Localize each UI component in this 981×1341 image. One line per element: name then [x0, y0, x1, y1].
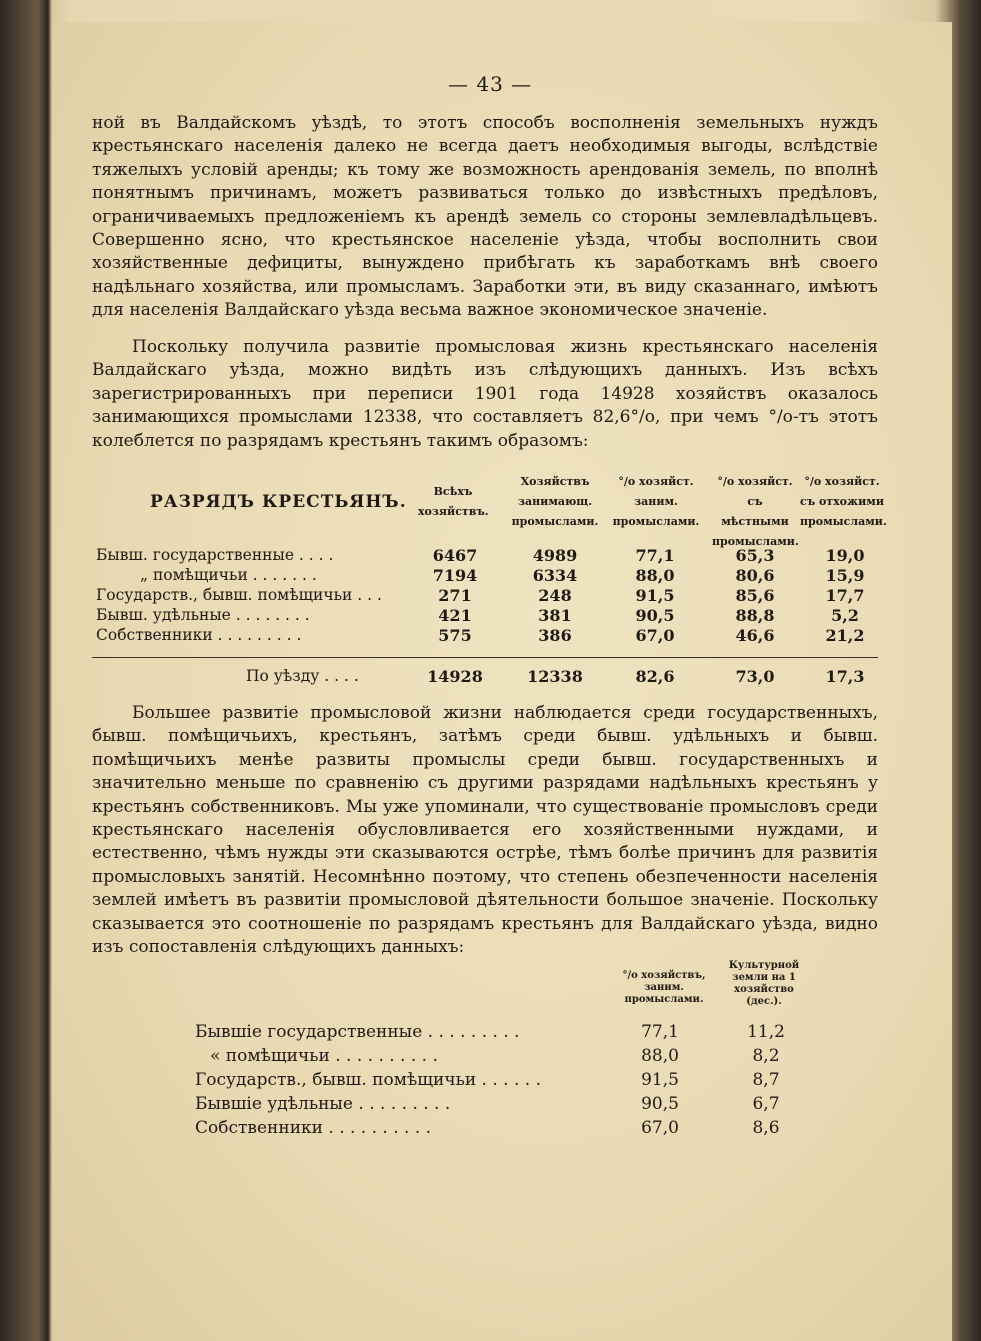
table1-row-label: „ помѣщичьи . . . . . . . — [140, 566, 317, 584]
table2-cell: 91,5 — [641, 1070, 679, 1090]
table1-cell: 21,2 — [825, 626, 865, 645]
table2-cell: 8,6 — [752, 1118, 780, 1138]
table1-row-label: Собственники . . . . . . . . . — [96, 626, 302, 644]
table2-cell: 6,7 — [752, 1094, 780, 1114]
table1-header-pct-outgoing: °/о хозяйст. съ отхожими промыслами. — [800, 475, 887, 528]
table2-cell: 67,0 — [641, 1118, 679, 1138]
table1-title: РАЗРЯДЪ КРЕСТЬЯНЪ. — [150, 492, 407, 512]
table2-cell: 11,2 — [747, 1022, 785, 1042]
table2-row-label: Бывшіе государственные . . . . . . . . . — [195, 1022, 520, 1042]
table2-cell: 88,0 — [641, 1046, 679, 1066]
table1-row-label: Государств., бывш. помѣщичьи . . . — [96, 586, 382, 604]
table1-header-total: Всѣхъ хозяйствъ. — [418, 485, 489, 518]
table1-total-cell: 12338 — [527, 667, 583, 686]
table1-row-label: Бывш. государственные . . . . — [96, 546, 334, 564]
table1-total-cell: 14928 — [427, 667, 483, 686]
table2-cell: 8,2 — [752, 1046, 780, 1066]
paragraph-2: Поскольку получила развитіе промысловая жизнь крестьянскаго населенія Валдайскаго уѣзда, можно видѣть изъ слѣдующихъ данныхъ. Изъ всѣхъ зарегистрированныхъ при переписи 1901 года 14928 хозяйствъ оказалось занимающихся промыслами 12338, что составляетъ 82,6°/о, при чемъ °/о-тъ этотъ колеблется по разрядамъ крестьянъ такимъ образомъ: — [92, 337, 878, 451]
table2-cell: 8,7 — [752, 1070, 780, 1090]
table1-cell: 386 — [538, 626, 572, 645]
table1-cell: 90,5 — [635, 606, 675, 625]
table1-header-pct-engaged: °/о хозяйст. заним. промыслами. — [612, 475, 700, 528]
table1-total-label: По уѣзду . . . . — [246, 667, 359, 685]
table1-cell: 80,6 — [735, 566, 775, 585]
table2-header-pct: °/о хозяйствъ, заним. промыслами. — [622, 970, 706, 1005]
table1-cell: 65,3 — [735, 546, 775, 565]
table1-header-pct-local: °/о хозяйст. съ мѣстными промыслами. — [712, 475, 799, 548]
table2-cell: 90,5 — [641, 1094, 679, 1114]
table1-cell: 85,6 — [735, 586, 775, 605]
table1-cell: 6467 — [432, 546, 478, 565]
table1-header-engaged: Хозяйствъ занимающ. промыслами. — [511, 475, 599, 528]
table1-cell: 271 — [438, 586, 472, 605]
table2-row-label: « помѣщичьи . . . . . . . . . . — [210, 1046, 438, 1066]
table1-cell: 381 — [538, 606, 572, 625]
table1-row-label: Бывш. удѣльные . . . . . . . . — [96, 606, 310, 624]
table1-cell: 46,6 — [735, 626, 775, 645]
table1-cell: 17,7 — [825, 586, 865, 605]
paragraph-3: Большее развитіе промысловой жизни наблюдается среди государственныхъ, бывш. помѣщичьихъ, крестьянъ, затѣмъ среди бывш. удѣльныхъ и бывш. помѣщичьихъ менѣе развиты промыслы среди бывш. государственныхъ и значительно меньше по сравненію съ другими разрядами надѣльныхъ крестьянъ у крестьянъ собственниковъ. Мы уже упоминали, что существованіе промысловъ среди крестьянскаго населенія обусловливается его хозяйственными нуждами, и естественно, чѣмъ нужды эти сказываются острѣе, тѣмъ болѣе причинъ для развитія промысловыхъ занятій. Несомнѣнно поэтому, что степень обезпеченности населенія землей имѣетъ въ развитіи промысловой дѣятельности большое значеніе. Поскольку сказывается это соотношеніе по разрядамъ крестьянъ для Валдайскаго уѣзда, видно изъ сопоставленія слѣдующихъ данныхъ: — [92, 703, 878, 958]
table1-cell: 7194 — [432, 566, 478, 585]
table1-total-cell: 73,0 — [735, 667, 775, 686]
table1-cell: 88,8 — [735, 606, 775, 625]
table1-total-cell: 17,3 — [825, 667, 865, 686]
table1-total-rule — [92, 657, 878, 658]
table2-row-label: Собственники . . . . . . . . . . — [195, 1118, 432, 1138]
table1-total-cell: 82,6 — [635, 667, 675, 686]
table2-row-label: Государств., бывш. помѣщичьи . . . . . . — [195, 1070, 542, 1090]
table2-row-label: Бывшіе удѣльные . . . . . . . . . — [195, 1094, 451, 1114]
table1-cell: 421 — [438, 606, 472, 625]
table1-cell: 248 — [538, 586, 572, 605]
table1-cell: 67,0 — [635, 626, 675, 645]
table1-cell: 15,9 — [825, 566, 865, 585]
table1-cell: 575 — [438, 626, 472, 645]
table1-cell: 19,0 — [825, 546, 865, 565]
table1-cell: 4989 — [532, 546, 578, 565]
paragraph-1: ной въ Валдайскомъ уѣздѣ, то этотъ способъ восполненія земельныхъ нуждъ крестьянскаго населенія далеко не всегда даетъ необходимыя выгоды, вслѣдствіе тяжелыхъ условій аренды; къ тому же возможность арендованія земель, по вполнѣ понятнымъ причинамъ, можетъ развиваться только до извѣстныхъ предѣловъ, ограничиваемыхъ предложеніемъ къ арендѣ земель со стороны землевладѣльцевъ. Совершенно ясно, что крестьянское населеніе уѣзда, чтобы восполнить свои хозяйственные дефициты, вынуждено прибѣгать къ заработкамъ внѣ своего надѣльнаго хозяйства, или промысламъ. Заработки эти, въ виду сказаннаго, имѣютъ для населенія Валдайскаго уѣзда весьма важное экономическое значеніе. — [92, 113, 878, 321]
table1-cell: 88,0 — [635, 566, 675, 585]
table1-cell: 6334 — [532, 566, 578, 585]
table1-cell: 91,5 — [635, 586, 675, 605]
table1-cell: 5,2 — [831, 606, 859, 625]
table1-cell: 77,1 — [635, 546, 675, 565]
table2-header-land: Культурной земли на 1 хозяйство (дес.). — [728, 960, 800, 1007]
page-number: — 43 — — [448, 72, 533, 96]
table2-cell: 77,1 — [641, 1022, 679, 1042]
